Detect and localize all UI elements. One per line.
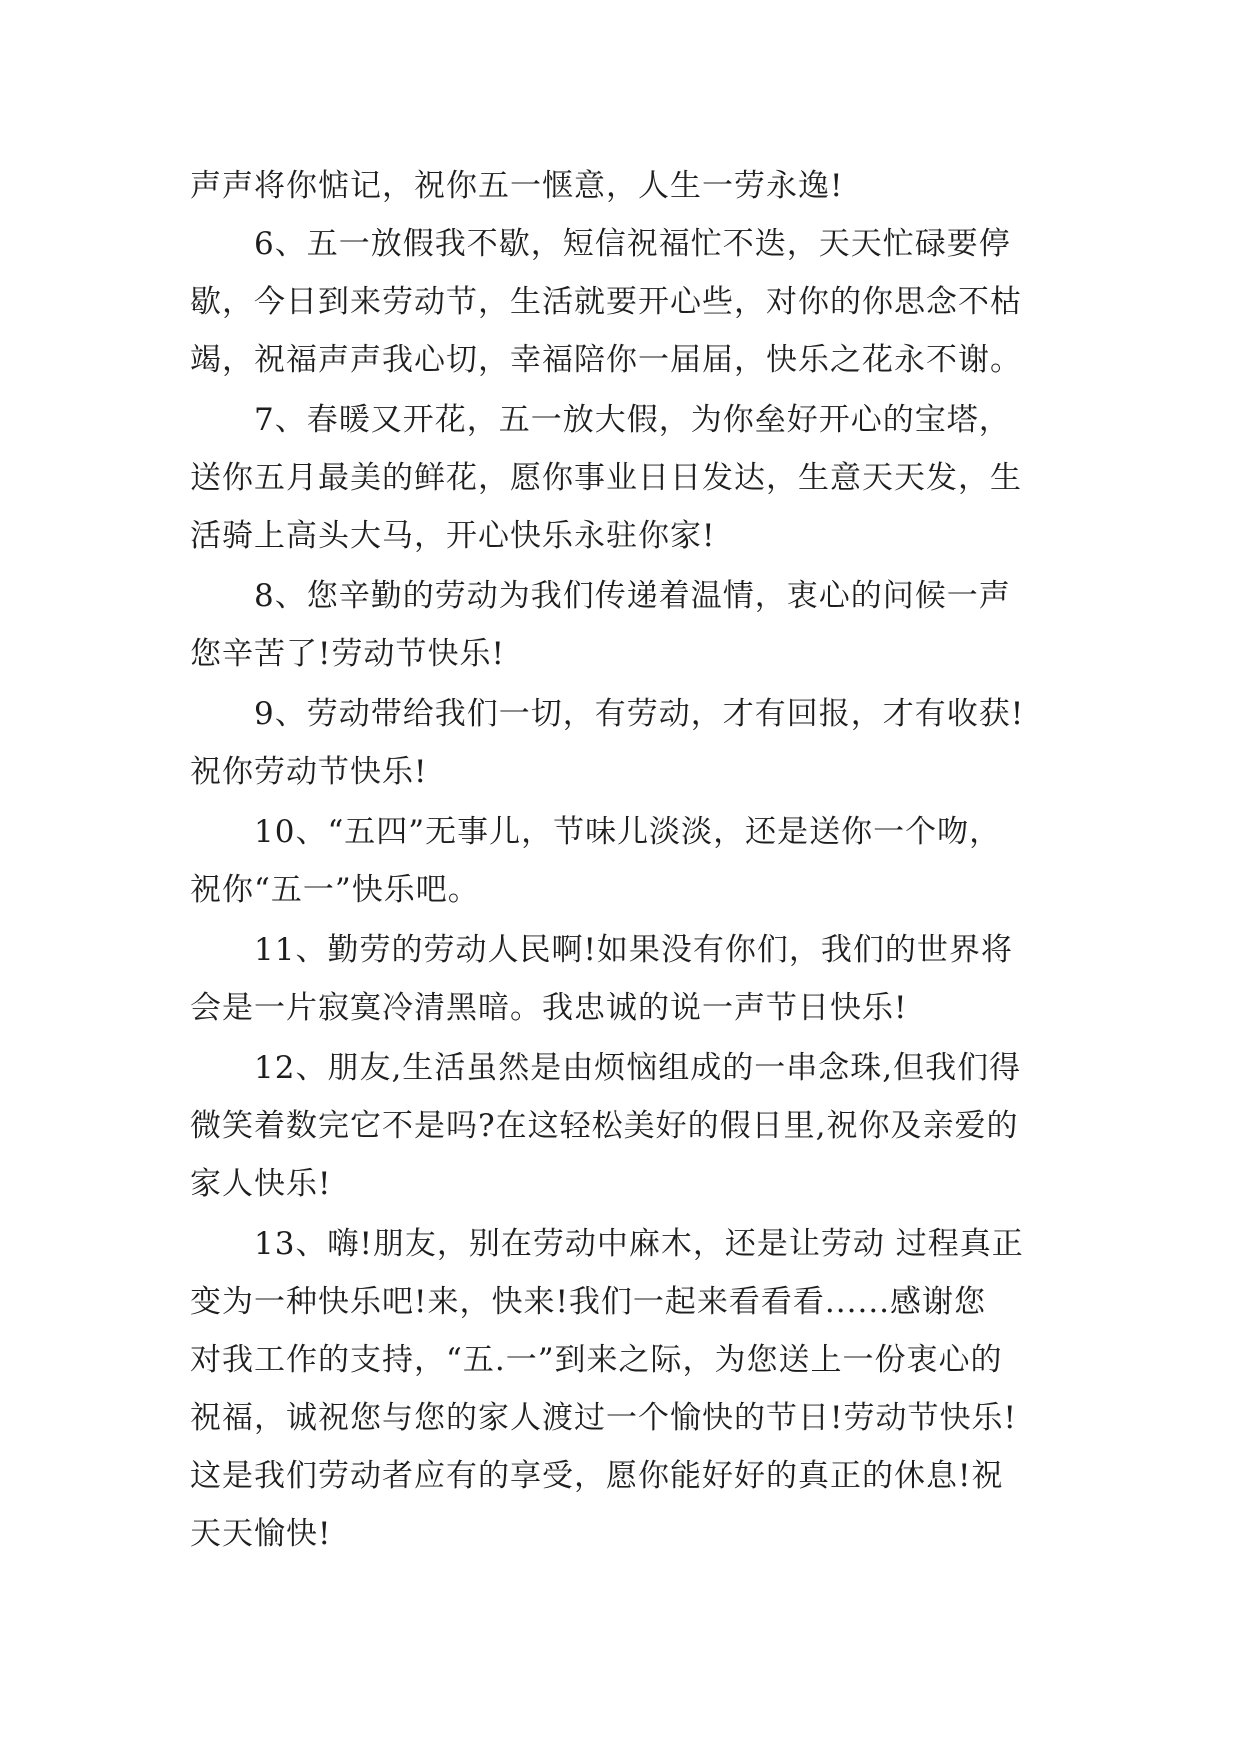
- text-line: 送你五月最美的鲜花，愿你事业日日发达，生意天天发，生: [190, 460, 1022, 496]
- text-line: 竭，祝福声声我心切，幸福陪你一届届，快乐之花永不谢。: [190, 342, 1022, 378]
- text-line: 会是一片寂寞冷清黑暗。我忠诚的说一声节日快乐!: [190, 990, 908, 1026]
- text-line: 歇，今日到来劳动节，生活就要开心些，对你的你思念不枯: [190, 284, 1022, 320]
- text-line: 12、朋友,生活虽然是由烦恼组成的一串念珠,但我们得: [254, 1050, 1022, 1086]
- text-line: 微笑着数完它不是吗?在这轻松美好的假日里,祝你及亲爱的: [190, 1108, 1019, 1144]
- text-line: 7、春暖又开花，五一放大假，为你垒好开心的宝塔，: [254, 402, 1011, 438]
- text-line: 祝你“五一”快乐吧。: [190, 872, 480, 908]
- text-line: 声声将你惦记，祝你五一惬意，人生一劳永逸!: [190, 168, 844, 204]
- text-line: 10、“五四”无事儿，节味儿淡淡，还是送你一个吻，: [254, 814, 1002, 850]
- text-line: 祝福，诚祝您与您的家人渡过一个愉快的节日!劳动节快乐!: [190, 1400, 1017, 1436]
- text-line: 6、五一放假我不歇，短信祝福忙不迭，天天忙碌要停: [254, 226, 1011, 262]
- text-line: 9、劳动带给我们一切，有劳动，才有回报，才有收获!: [254, 696, 1025, 732]
- text-line: 祝你劳动节快乐!: [190, 754, 428, 790]
- text-line: 这是我们劳动者应有的享受，愿你能好好的真正的休息!祝: [190, 1458, 1004, 1494]
- text-line: 活骑上高头大马，开心快乐永驻你家!: [190, 518, 716, 554]
- text-line: 您辛苦了!劳动节快乐!: [190, 636, 505, 672]
- text-line: 变为一种快乐吧!来，快来!我们一起来看看看......感谢您: [190, 1284, 987, 1320]
- text-line: 11、勤劳的劳动人民啊!如果没有你们，我们的世界将: [254, 932, 1013, 968]
- text-line: 天天愉快!: [190, 1516, 332, 1552]
- text-line: 13、嗨!朋友，别在劳动中麻木，还是让劳动 过程真正: [254, 1226, 1024, 1262]
- text-line: 8、您辛勤的劳动为我们传递着温情，衷心的问候一声: [254, 578, 1011, 614]
- text-line: 对我工作的支持，“五.一”到来之际，为您送上一份衷心的: [190, 1342, 1003, 1378]
- text-line: 家人快乐!: [190, 1166, 332, 1202]
